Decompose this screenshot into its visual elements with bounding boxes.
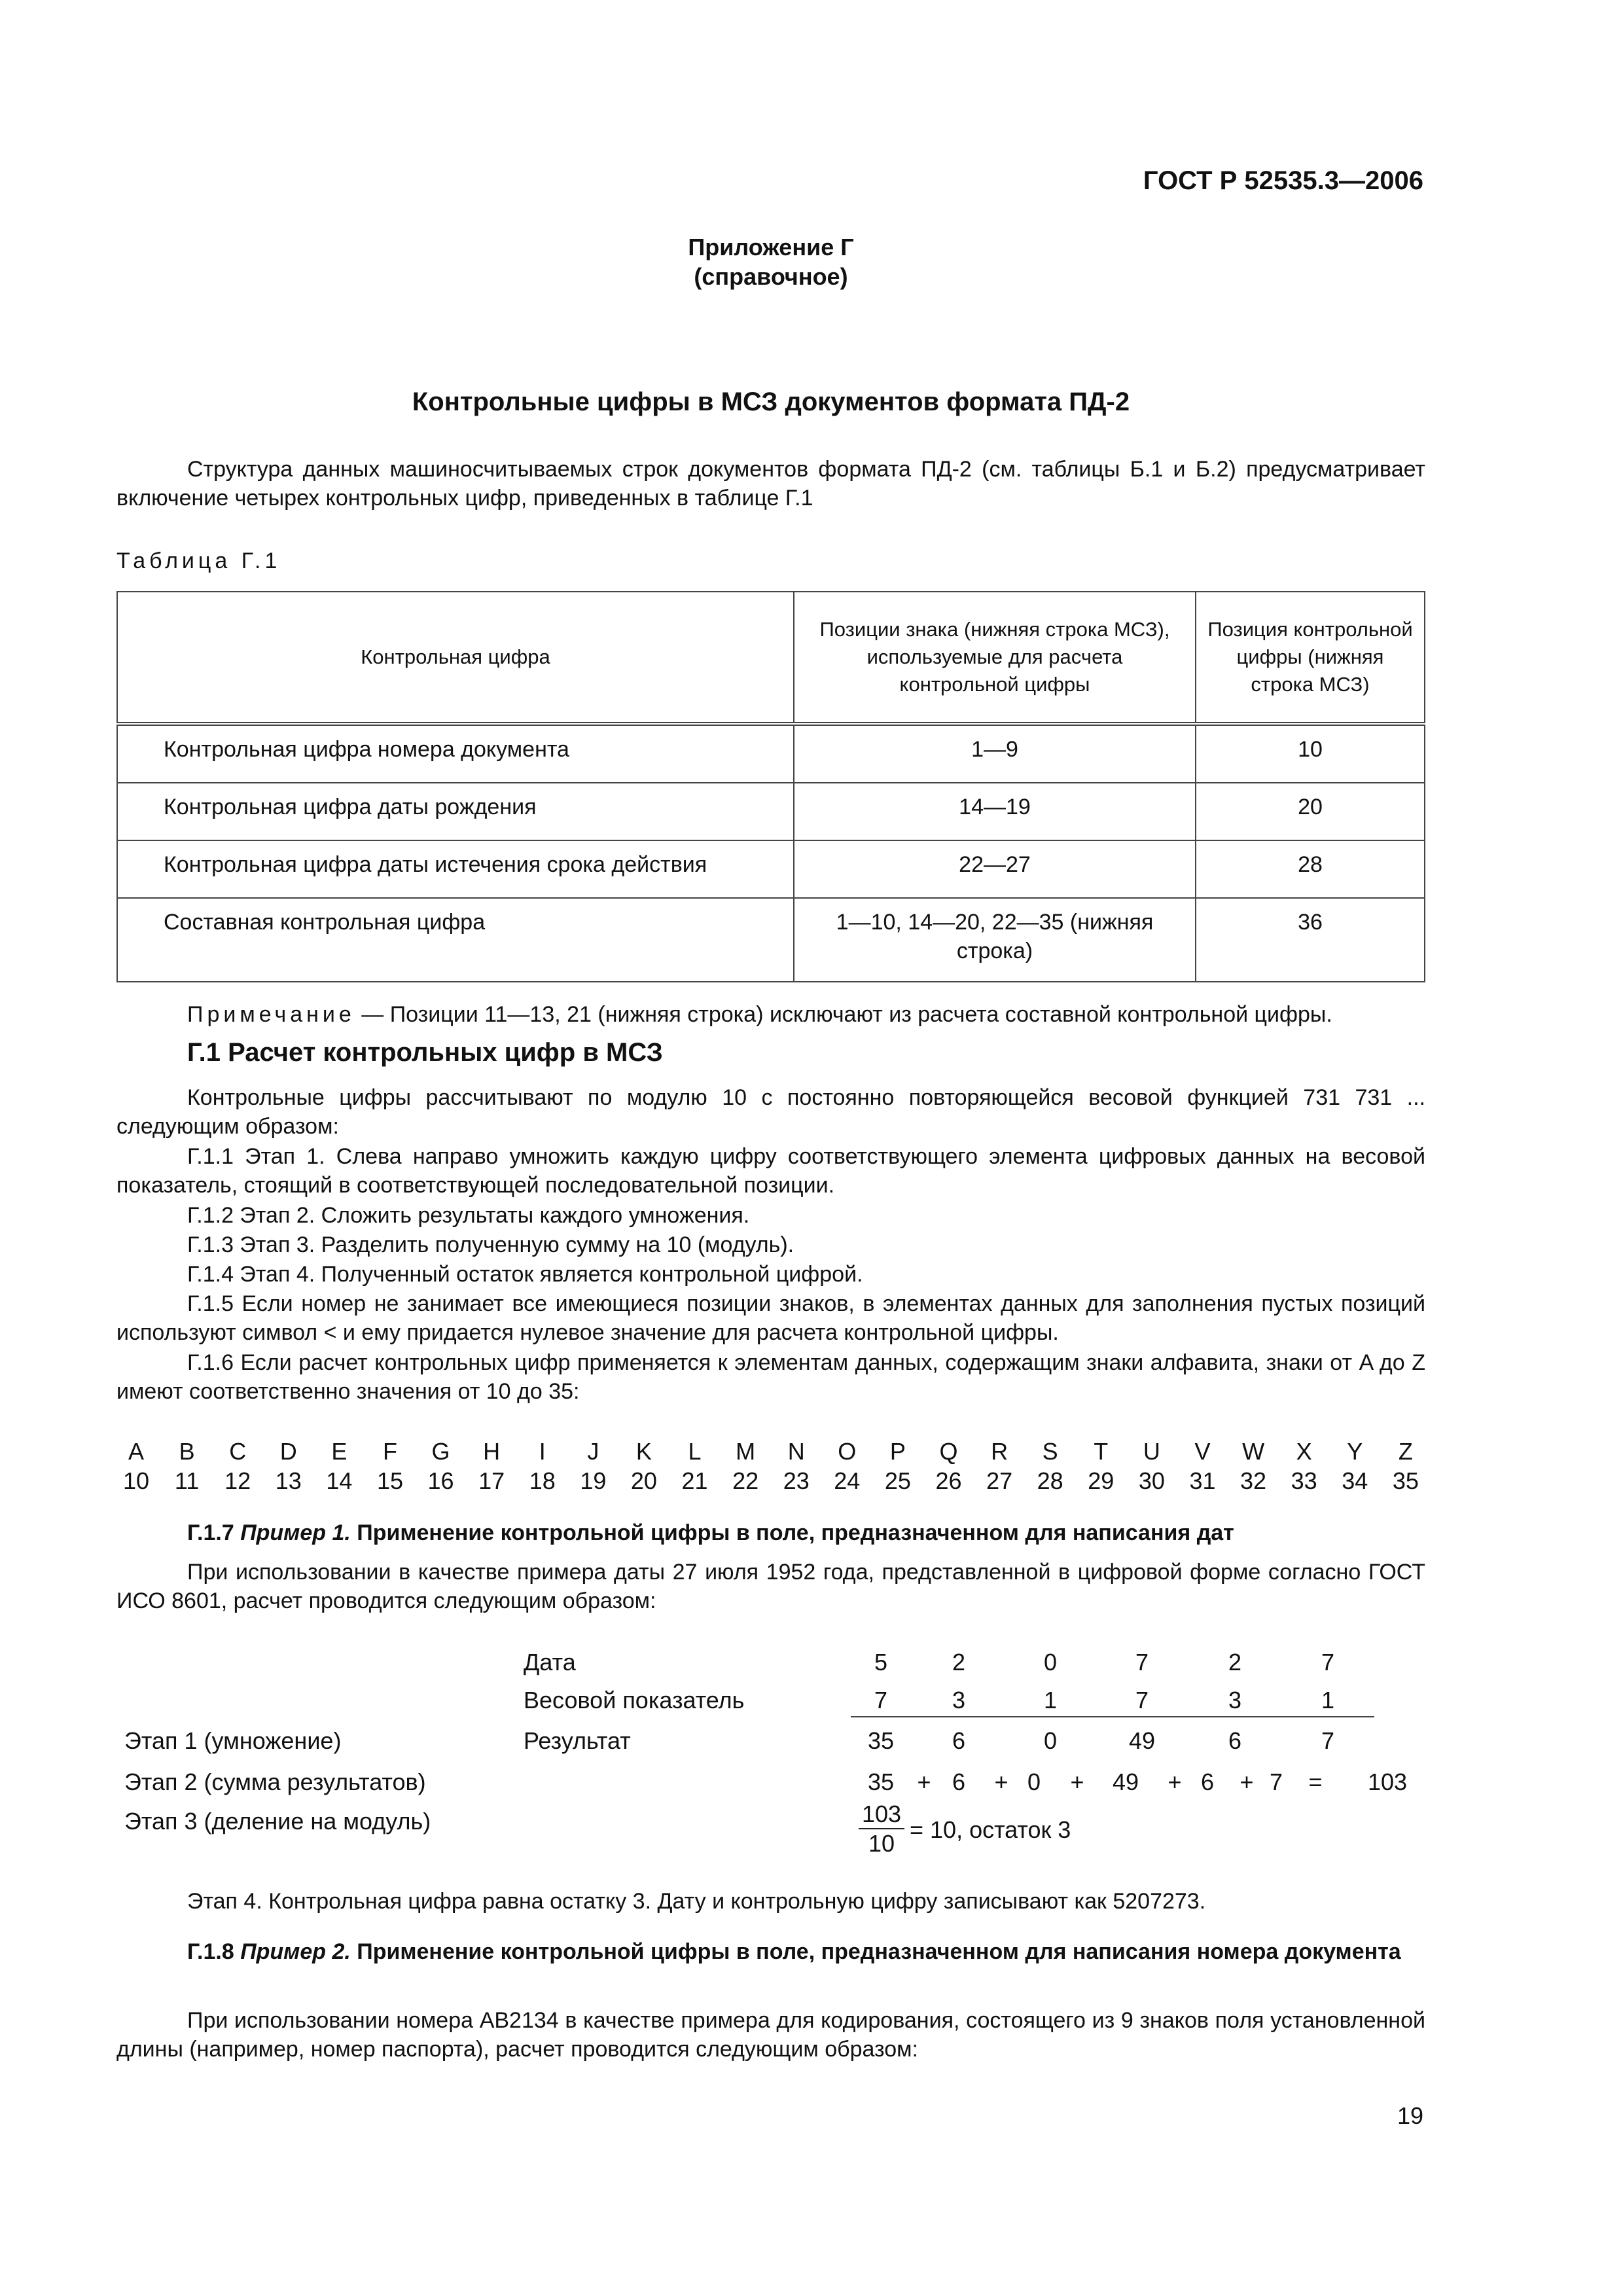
fraction-denominator: 10 <box>868 1830 895 1857</box>
table-cell: Контрольная цифра даты истечения срока действия <box>117 840 794 898</box>
g17-text: При использовании в качестве примера даты 27 июля 1952 года, представленной в цифровой форме согласно ГОСТ ИСО 8601, расчет проводится следующим образом: <box>116 1560 1425 1614</box>
calc-digit: 7 <box>1135 1649 1149 1676</box>
document-header: ГОСТ Р 52535.3—2006 <box>1143 166 1423 195</box>
alphabet-value: 25 <box>884 1467 911 1494</box>
calc-product: 7 <box>1321 1727 1335 1754</box>
alphabet-value: 22 <box>732 1467 759 1494</box>
alphabet-value: 30 <box>1138 1467 1165 1494</box>
alphabet-value: 12 <box>224 1467 251 1494</box>
alphabet-values <box>116 1437 1425 1496</box>
calc-result-label: Результат <box>524 1727 631 1754</box>
table-cell: 1—10, 14—20, 22—35 (нижняя строка) <box>794 898 1196 982</box>
calc-weight: 7 <box>874 1687 888 1713</box>
alphabet-letter: H <box>483 1438 501 1465</box>
calc-sum-term: + <box>917 1768 931 1795</box>
g1-step: Г.1.1 Этап 1. Слева направо умножить каждую цифру соответствующего элемента цифровых данных на весовой показатель, стоящий в соответствующей последовательной позиции. <box>116 1144 1425 1198</box>
alphabet-letter: L <box>688 1438 702 1465</box>
table-label: Таблица Г.1 <box>116 548 281 573</box>
calc-sum-term: + <box>1070 1768 1084 1795</box>
alphabet-value: 17 <box>478 1467 505 1494</box>
alphabet-value: 19 <box>580 1467 607 1494</box>
calc-sum-term: 0 <box>1027 1768 1041 1795</box>
table-cell: 14—19 <box>794 783 1196 840</box>
g1-intro: Контрольные цифры рассчитывают по модулю 10 с постоянно повторяющейся весовой функцией 731 731 ... следующим образом: <box>116 1085 1425 1139</box>
g18-text: При использовании номера AB2134 в качестве примера для кодирования, состоящего из 9 знаков поля установленной длины (например, номер паспорта), расчет проводится следующим образом: <box>116 2008 1425 2062</box>
alphabet-value: 31 <box>1189 1467 1216 1494</box>
table-row <box>117 783 1425 840</box>
table-cell: Контрольная цифра даты рождения <box>117 783 794 840</box>
table-note <box>116 1000 1425 1029</box>
alphabet-letter: Y <box>1347 1438 1363 1465</box>
alphabet-value: 13 <box>275 1467 302 1494</box>
table-cell: 20 <box>1196 783 1425 840</box>
note-text: — Позиции 11—13, 21 (нижняя строка) исключают из расчета составной контрольной цифры. <box>355 1002 1332 1027</box>
alphabet-value: 33 <box>1291 1467 1317 1494</box>
alphabet-value: 24 <box>834 1467 861 1494</box>
calc-digit: 7 <box>1321 1649 1335 1676</box>
alphabet-letter: G <box>431 1438 450 1465</box>
alphabet-letter: F <box>382 1438 397 1465</box>
appendix-subtitle: (справочное) <box>694 263 848 290</box>
alphabet-letter: X <box>1296 1438 1312 1465</box>
table-header-cell: Контрольная цифра <box>117 592 794 724</box>
alphabet-letter: K <box>635 1438 652 1465</box>
alphabet-letters-row <box>116 1437 1425 1466</box>
alphabet-value: 35 <box>1392 1467 1419 1494</box>
g1-step: Г.1.5 Если номер не занимает все имеющиеся позиции знаков, в элементах данных для заполнения пустых позиций используют символ < и ему придается нулевое значение для расчета контрольной цифры. <box>116 1291 1425 1346</box>
alphabet-letter: W <box>1242 1438 1265 1465</box>
alphabet-letter: N <box>787 1438 805 1465</box>
table-header-cell: Позиции знака (нижняя строка МСЗ), используемые для расчета контрольной цифры <box>794 592 1196 724</box>
alphabet-letter: T <box>1094 1438 1109 1465</box>
table-cell: Составная контрольная цифра <box>117 898 794 982</box>
calc-weight: 7 <box>1135 1687 1149 1713</box>
table-cell: 10 <box>1196 724 1425 783</box>
section-title: Контрольные цифры в МСЗ документов формата ПД-2 <box>412 387 1130 416</box>
g18-heading <box>116 1937 1425 1966</box>
alphabet-letter: U <box>1143 1438 1160 1465</box>
intro-paragraph: Структура данных машиносчитываемых строк документов формата ПД-2 (см. таблицы Б.1 и Б.2) предусматривает включение четырех контрольных цифр, приведенных в таблице Г.1 <box>116 457 1425 511</box>
alphabet-value: 23 <box>783 1467 810 1494</box>
calc-digit: 5 <box>874 1649 888 1676</box>
calc-sum-term: + <box>994 1768 1008 1795</box>
alphabet-value: 27 <box>986 1467 1013 1494</box>
table-cell: 36 <box>1196 898 1425 982</box>
g17-step4: Этап 4. Контрольная цифра равна остатку 3. Дату и контрольную цифру записывают как 5207273. <box>187 1889 1206 1914</box>
g1-step: Г.1.2 Этап 2. Сложить результаты каждого умножения. <box>187 1203 750 1228</box>
g1-step: Г.1.6 Если расчет контрольных цифр применяется к элементам данных, содержащим знаки алфавита, знаки от A до Z имеют соответственно значения от 10 до 35: <box>116 1350 1425 1405</box>
alphabet-values-row <box>116 1466 1425 1496</box>
table-row <box>117 898 1425 982</box>
table-cell: Контрольная цифра номера документа <box>117 724 794 783</box>
table-header-cell: Позиция контрольной цифры (нижняя строка МСЗ) <box>1196 592 1425 724</box>
calc-digit: 2 <box>952 1649 966 1676</box>
alphabet-letter: R <box>991 1438 1008 1465</box>
alphabet-value: 14 <box>326 1467 353 1494</box>
calc-step2-label: Этап 2 (сумма результатов) <box>124 1768 426 1795</box>
alphabet-letter: Q <box>939 1438 958 1465</box>
table-row <box>117 724 1425 783</box>
calc-product: 6 <box>952 1727 966 1754</box>
alphabet-letter: C <box>229 1438 247 1465</box>
alphabet-letter: A <box>128 1438 144 1465</box>
calc-product: 6 <box>1228 1727 1242 1754</box>
calc-sum-term: 7 <box>1269 1768 1283 1795</box>
alphabet-value: 34 <box>1342 1467 1368 1494</box>
calc-digit: 2 <box>1228 1649 1242 1676</box>
fraction-result: = 10, остаток 3 <box>910 1816 1071 1843</box>
alphabet-letter: S <box>1042 1438 1058 1465</box>
calc-date-label: Дата <box>524 1649 576 1676</box>
alphabet-value: 32 <box>1240 1467 1267 1494</box>
table-cell: 1—9 <box>794 724 1196 783</box>
calc-weight: 3 <box>1228 1687 1242 1713</box>
alphabet-value: 11 <box>174 1467 200 1494</box>
alphabet-letter: O <box>838 1438 857 1465</box>
alphabet-letter: J <box>587 1438 599 1465</box>
fraction-numerator: 103 <box>859 1800 904 1829</box>
alphabet-letter: P <box>889 1438 906 1465</box>
alphabet-letter: M <box>736 1438 756 1465</box>
table-cell: 28 <box>1196 840 1425 898</box>
g17-number: Г.1.7 <box>187 1520 241 1545</box>
table-header-row <box>117 592 1425 724</box>
g1-heading: Г.1 Расчет контрольных цифр в МСЗ <box>187 1038 663 1067</box>
calc-sum-term: + <box>1240 1768 1254 1795</box>
calc-sum-term: 49 <box>1112 1768 1139 1795</box>
alphabet-letter: B <box>179 1438 195 1465</box>
calc-weight: 1 <box>1321 1687 1335 1713</box>
g1-step: Г.1.3 Этап 3. Разделить полученную сумму на 10 (модуль). <box>187 1232 794 1257</box>
alphabet-value: 29 <box>1088 1467 1115 1494</box>
g17-heading <box>116 1518 1425 1547</box>
calc-product: 49 <box>1128 1727 1156 1754</box>
alphabet-value: 21 <box>681 1467 708 1494</box>
calc-weight: 1 <box>1043 1687 1058 1713</box>
calc-product: 35 <box>867 1727 895 1754</box>
g18-number: Г.1.8 <box>187 1939 241 1964</box>
alphabet-value: 20 <box>630 1467 657 1494</box>
check-digit-table <box>116 591 1425 982</box>
alphabet-value: 10 <box>122 1467 150 1494</box>
calc-digit: 0 <box>1043 1649 1058 1676</box>
calc-fraction <box>859 1800 904 1857</box>
calc-sum-term: 103 <box>1368 1768 1408 1795</box>
calc-step1-label: Этап 1 (умножение) <box>124 1727 342 1754</box>
g18-title: Применение контрольной цифры в поле, предназначенном для написания номера документа <box>350 1939 1401 1964</box>
alphabet-letter: D <box>279 1438 297 1465</box>
calc-sum-term: 35 <box>867 1768 895 1795</box>
calc-product: 0 <box>1043 1727 1058 1754</box>
alphabet-value: 18 <box>529 1467 556 1494</box>
g18-example-label: Пример 2. <box>240 1939 351 1964</box>
calc-sum-term: 6 <box>1200 1768 1215 1795</box>
alphabet-letter: I <box>539 1438 546 1465</box>
alphabet-value: 28 <box>1037 1467 1063 1494</box>
table-cell: 22—27 <box>794 840 1196 898</box>
page-number: 19 <box>1397 2102 1423 2129</box>
alphabet-value: 26 <box>935 1467 962 1494</box>
calc-sum-term: = <box>1308 1768 1323 1795</box>
note-label: Примечание <box>187 1002 355 1027</box>
appendix-title: Приложение Г <box>688 234 854 260</box>
g17-example-label: Пример 1. <box>240 1520 351 1545</box>
calc-weight-label: Весовой показатель <box>524 1687 745 1713</box>
g17-title: Применение контрольной цифры в поле, предназначенном для написания дат <box>350 1520 1234 1545</box>
alphabet-letter: Z <box>1398 1438 1413 1465</box>
calc-separator-line <box>851 1716 1374 1717</box>
calc-step3-label: Этап 3 (деление на модуль) <box>124 1808 431 1835</box>
alphabet-letter: V <box>1194 1438 1211 1465</box>
table-row <box>117 840 1425 898</box>
g1-step: Г.1.4 Этап 4. Полученный остаток является контрольной цифрой. <box>187 1262 863 1287</box>
alphabet-letter: E <box>331 1438 348 1465</box>
calc-sum-term: + <box>1168 1768 1182 1795</box>
alphabet-value: 15 <box>376 1467 403 1494</box>
alphabet-value: 16 <box>427 1467 454 1494</box>
calc-weight: 3 <box>952 1687 966 1713</box>
calc-sum-term: 6 <box>952 1768 966 1795</box>
